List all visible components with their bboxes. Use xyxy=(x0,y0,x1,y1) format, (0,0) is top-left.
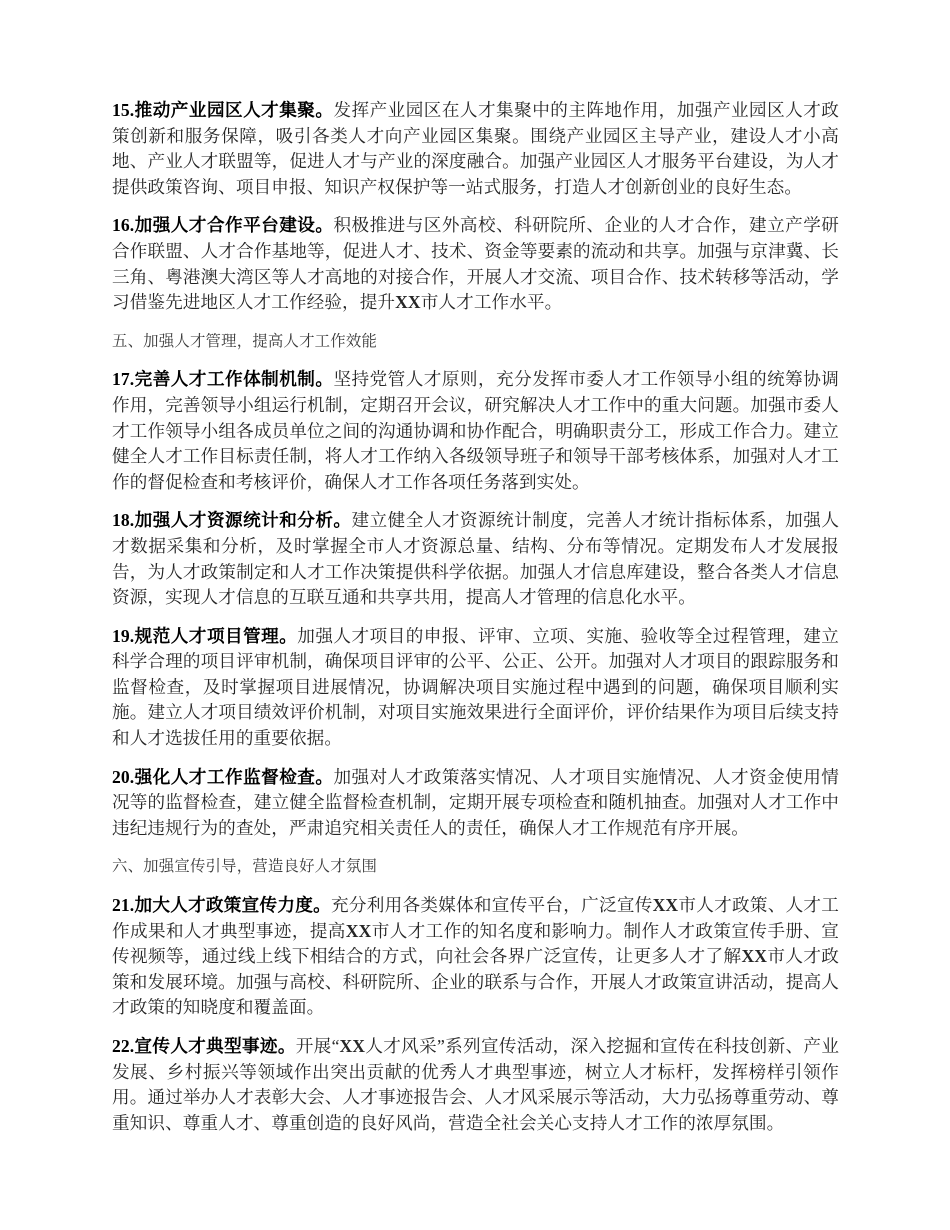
document-body xyxy=(112,98,839,1136)
paragraph-19 xyxy=(112,624,839,752)
paragraph-20 xyxy=(112,765,839,842)
paragraph-18 xyxy=(112,508,839,610)
section-heading-six: 六、加强宣传引导，营造良好人才氛围 xyxy=(112,858,378,876)
paragraph-22 xyxy=(112,1034,839,1136)
paragraph-15-lead: 15.推动产业园区人才集聚。 xyxy=(112,100,334,120)
placeholder-token: XX xyxy=(652,895,679,916)
paragraph-18-lead: 18.加强人才资源统计和分析。 xyxy=(112,510,352,531)
paragraph-17 xyxy=(112,367,839,495)
placeholder-token: XX xyxy=(345,920,372,941)
paragraph-15 xyxy=(112,98,839,200)
paragraph-20-lead: 20.强化人才工作监督检查。 xyxy=(112,766,334,787)
placeholder-token: XX xyxy=(395,292,421,313)
paragraph-16-body: 积极推进与区外高校、科研院所、企业的人才合作，建立产学研合作联盟、人才合作基地等，促进人才、技术、资金等要素的流动和共享。加强与京津冀、长三角、粤港澳大湾区等人才高地的对接合作，开展人才交流、项目合作、技术转移等活动，学习借鉴先进地区人才工作经验，提升XX市人才工作水平。 xyxy=(112,215,839,313)
paragraph-16-lead: 16.加强人才合作平台建设。 xyxy=(112,215,334,236)
paragraph-20-body: 加强对人才政策落实情况、人才项目实施情况、人才资金使用情况等的监督检查，建立健全监督检查机制，定期开展专项检查和随机抽查。加强对人才工作中违纪违规行为的查处，严肃追究相关责任人的责任，确保人才工作规范有序开展。 xyxy=(112,766,839,838)
paragraph-21 xyxy=(112,893,839,1021)
paragraph-21-lead: 21.加大人才政策宣传力度。 xyxy=(112,895,331,916)
section-heading-five: 五、加强人才管理，提高人才工作效能 xyxy=(112,332,378,350)
paragraph-18-body: 建立健全人才资源统计制度，完善人才统计指标体系，加强人才数据采集和分析，及时掌握全市人才资源总量、结构、分布等情况。定期发布人才发展报告，为人才政策制定和人才工作决策提供科学依据。加强人才信息库建设，整合各类人才信息资源，实现人才信息的互联互通和共享共用，提高人才管理的信息化水平。 xyxy=(112,510,840,608)
paragraph-15-body: 发挥产业园区在人才集聚中的主阵地作用，加强产业园区人才政策创新和服务保障，吸引各类人才向产业园区集聚。围绕产业园区主导产业，建设人才小高地、产业人才联盟等，促进人才与产业的深度融合。加强产业园区人才服务平台建设，为人才提供政策咨询、项目申报、知识产权保护等一站式服务，打造人才创新创业的良好生态。 xyxy=(112,100,839,197)
placeholder-token: XX xyxy=(339,1036,366,1056)
placeholder-token: XX xyxy=(741,946,768,967)
paragraph-22-body: 开展“XX人才风采”系列宣传活动，深入挖掘和宣传在科技创新、产业发展、乡村振兴等领域作出突出贡献的优秀人才典型事迹，树立人才标杆，发挥榜样引领作用。通过举办人才表彰大会、人才事迹报告会、人才风采展示等活动，大力弘扬尊重劳动、尊重知识、尊重人才、尊重创造的良好风尚，营造全社会关心支持人才工作的浓厚氛围。 xyxy=(112,1036,840,1133)
paragraph-21-body: 充分利用各类媒体和宣传平台，广泛宣传XX市人才政策、人才工作成果和人才典型事迹，提高XX市人才工作的知名度和影响力。制作人才政策宣传手册、宣传视频等，通过线上线下相结合的方式，向社会各界广泛宣传，让更多人才了解XX市人才政策和发展环境。加强与高校、科研院所、企业的联系与合作，开展人才政策宣讲活动，提高人才政策的知晓度和覆盖面。 xyxy=(112,895,839,1018)
paragraph-16 xyxy=(112,213,839,315)
paragraph-19-lead: 19.规范人才项目管理。 xyxy=(112,625,298,646)
paragraph-17-lead: 17.完善人才工作体制机制。 xyxy=(112,369,334,390)
paragraph-19-body: 加强人才项目的申报、评审、立项、实施、验收等全过程管理，建立科学合理的项目评审机制，确保项目评审的公平、公正、公开。加强对人才项目的跟踪服务和监督检查，及时掌握项目进展情况，协调解决项目实施过程中遇到的问题，确保项目顺利实施。建立人才项目绩效评价机制，对项目实施效果进行全面评价，评价结果作为项目后续支持和人才选拔任用的重要依据。 xyxy=(112,625,839,749)
paragraph-17-body: 坚持党管人才原则，充分发挥市委人才工作领导小组的统筹协调作用，完善领导小组运行机制，定期召开会议，研究解决人才工作中的重大问题。加强市委人才工作领导小组各成员单位之间的沟通协调和协作配合，明确职责分工，形成工作合力。建立健全人才工作目标责任制，将人才工作纳入各级领导班子和领导干部考核体系，加强对人才工作的督促检查和考核评价，确保人才工作各项任务落到实处。 xyxy=(112,369,839,492)
paragraph-22-lead: 22.宣传人才典型事迹。 xyxy=(112,1036,296,1056)
